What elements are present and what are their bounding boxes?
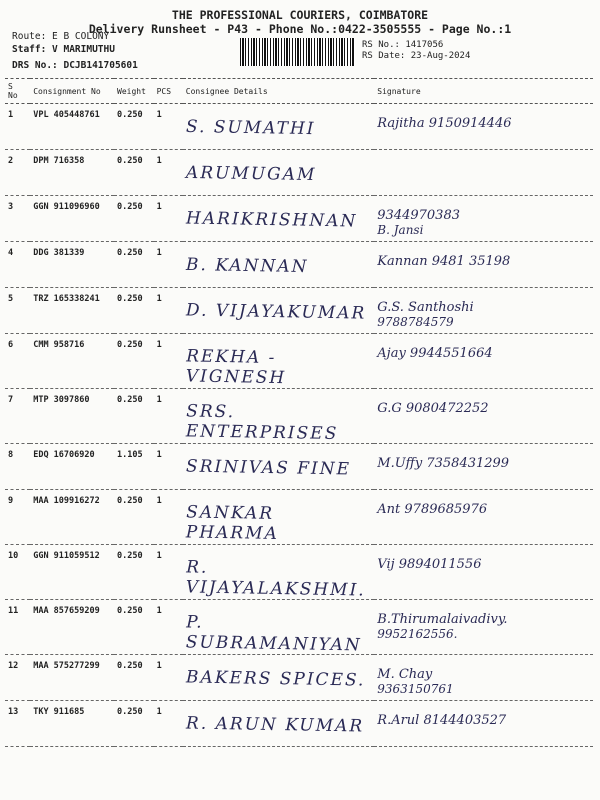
cell-signature bbox=[374, 389, 593, 444]
table-row bbox=[5, 600, 593, 655]
table-body bbox=[5, 104, 593, 747]
cell-consignee bbox=[183, 600, 374, 655]
consignee-handwritten-name: SRS. ENTERPRISES bbox=[185, 401, 339, 445]
cell-sno: 12 bbox=[5, 655, 30, 701]
consignee-handwritten-name: P. SUBRAMANIYAN bbox=[185, 612, 362, 656]
consignee-handwritten-name: S. SUMATHI bbox=[185, 116, 316, 140]
table-row bbox=[5, 288, 593, 334]
cell-signature bbox=[374, 701, 593, 747]
cell-weight: 0.250 bbox=[114, 242, 154, 288]
signature-handwriting: Vij 9894011556 bbox=[377, 557, 482, 572]
cell-pcs: 1 bbox=[154, 701, 183, 747]
cell-sno: 1 bbox=[5, 104, 30, 150]
staff-label: Staff: V MARIMUTHU bbox=[12, 44, 115, 55]
cell-weight: 0.250 bbox=[114, 490, 154, 545]
signature-handwriting: G.G 9080472252 bbox=[377, 401, 489, 416]
cell-consignment-no: MAA 857659209 bbox=[30, 600, 114, 655]
cell-consignee bbox=[183, 655, 374, 701]
cell-weight: 0.250 bbox=[114, 655, 154, 701]
table-row bbox=[5, 545, 593, 600]
col-header-signature: Signature bbox=[374, 79, 593, 104]
cell-pcs: 1 bbox=[154, 490, 183, 545]
table-row bbox=[5, 444, 593, 490]
drs-number: DRS No.: DCJB141705601 bbox=[12, 60, 138, 71]
cell-consignee bbox=[183, 104, 374, 150]
cell-sno: 9 bbox=[5, 490, 30, 545]
cell-pcs: 1 bbox=[154, 196, 183, 242]
cell-sno: 13 bbox=[5, 701, 30, 747]
cell-pcs: 1 bbox=[154, 242, 183, 288]
cell-consignee bbox=[183, 242, 374, 288]
cell-pcs: 1 bbox=[154, 600, 183, 655]
table-row bbox=[5, 389, 593, 444]
cell-consignee bbox=[183, 701, 374, 747]
signature-handwriting-line2: 9952162556. bbox=[377, 627, 458, 641]
cell-sno: 4 bbox=[5, 242, 30, 288]
cell-pcs: 1 bbox=[154, 104, 183, 150]
cell-consignment-no: EDQ 16706920 bbox=[30, 444, 114, 490]
cell-consignment-no: MAA 575277299 bbox=[30, 655, 114, 701]
runsheet-subtitle: Delivery Runsheet - P43 - Phone No.:0422-3505555 - Page No.:1 bbox=[88, 22, 512, 36]
cell-consignment-no: TKY 911685 bbox=[30, 701, 114, 747]
cell-consignment-no: GGN 911059512 bbox=[30, 545, 114, 600]
signature-handwriting: Rajitha 9150914446 bbox=[377, 116, 512, 131]
cell-weight: 0.250 bbox=[114, 701, 154, 747]
cell-sno: 5 bbox=[5, 288, 30, 334]
cell-signature bbox=[374, 150, 593, 196]
consignee-handwritten-name: R. VIJAYALAKSHMI. bbox=[185, 557, 366, 601]
col-header-pcs: PCS bbox=[154, 79, 183, 104]
cell-weight: 1.105 bbox=[114, 444, 154, 490]
cell-consignee bbox=[183, 389, 374, 444]
table-row bbox=[5, 104, 593, 150]
cell-weight: 0.250 bbox=[114, 600, 154, 655]
cell-sno: 8 bbox=[5, 444, 30, 490]
signature-handwriting: B.Thirumalaivadivy. bbox=[377, 612, 508, 627]
cell-consignee bbox=[183, 150, 374, 196]
consignee-handwritten-name: D. VIJAYAKUMAR bbox=[185, 300, 367, 324]
cell-sno: 2 bbox=[5, 150, 30, 196]
signature-handwriting: 9344970383 bbox=[377, 208, 460, 223]
cell-consignment-no: GGN 911096960 bbox=[30, 196, 114, 242]
cell-signature bbox=[374, 334, 593, 389]
cell-weight: 0.250 bbox=[114, 545, 154, 600]
signature-handwriting: Kannan 9481 35198 bbox=[377, 254, 511, 269]
signature-handwriting: M. Chay bbox=[377, 667, 433, 682]
cell-consignee bbox=[183, 490, 374, 545]
table-row bbox=[5, 701, 593, 747]
signature-handwriting-line2: B. Jansi bbox=[377, 223, 424, 237]
cell-signature bbox=[374, 600, 593, 655]
cell-consignment-no: DPM 716358 bbox=[30, 150, 114, 196]
col-header-weight: Weight bbox=[114, 79, 154, 104]
consignee-handwritten-name: R. ARUN KUMAR bbox=[185, 713, 365, 737]
cell-signature bbox=[374, 444, 593, 490]
consignee-handwritten-name: SRINIVAS FINE bbox=[185, 456, 351, 480]
signature-handwriting-line2: 9788784579 bbox=[377, 315, 454, 329]
signature-handwriting: Ajay 9944551664 bbox=[377, 346, 493, 361]
cell-consignee bbox=[183, 288, 374, 334]
table-row bbox=[5, 655, 593, 701]
col-header-consignment: Consignment No bbox=[30, 79, 114, 104]
signature-handwriting-line2: 9363150761 bbox=[377, 682, 454, 696]
cell-consignee bbox=[183, 545, 374, 600]
cell-pcs: 1 bbox=[154, 288, 183, 334]
barcode bbox=[240, 38, 355, 66]
cell-weight: 0.250 bbox=[114, 334, 154, 389]
cell-consignment-no: TRZ 165338241 bbox=[30, 288, 114, 334]
cell-weight: 0.250 bbox=[114, 150, 154, 196]
table-row bbox=[5, 196, 593, 242]
runsheet-table bbox=[5, 78, 593, 747]
cell-signature bbox=[374, 104, 593, 150]
consignee-handwritten-name: ARUMUGAM bbox=[185, 162, 317, 186]
cell-sno: 3 bbox=[5, 196, 30, 242]
cell-signature bbox=[374, 196, 593, 242]
cell-consignment-no: MAA 109916272 bbox=[30, 490, 114, 545]
table-row bbox=[5, 242, 593, 288]
cell-consignment-no: MTP 3097860 bbox=[30, 389, 114, 444]
consignee-handwritten-name: REKHA - VIGNESH bbox=[185, 346, 287, 389]
col-header-sno: S No bbox=[5, 79, 30, 104]
cell-pcs: 1 bbox=[154, 150, 183, 196]
rs-number: RS No.: 1417056 bbox=[362, 40, 444, 50]
cell-sno: 7 bbox=[5, 389, 30, 444]
rs-date: RS Date: 23-Aug-2024 bbox=[362, 51, 471, 61]
cell-pcs: 1 bbox=[154, 389, 183, 444]
cell-consignment-no: VPL 405448761 bbox=[30, 104, 114, 150]
company-title: THE PROFESSIONAL COURIERS, COIMBATORE bbox=[171, 8, 429, 22]
col-header-consignee: Consignee Details bbox=[183, 79, 374, 104]
cell-consignee bbox=[183, 196, 374, 242]
consignee-handwritten-name: HARIKRISHNAN bbox=[185, 208, 358, 232]
cell-signature bbox=[374, 545, 593, 600]
cell-sno: 10 bbox=[5, 545, 30, 600]
cell-weight: 0.250 bbox=[114, 104, 154, 150]
cell-sno: 6 bbox=[5, 334, 30, 389]
cell-weight: 0.250 bbox=[114, 389, 154, 444]
signature-handwriting: M.Uffy 7358431299 bbox=[377, 456, 510, 471]
cell-pcs: 1 bbox=[154, 655, 183, 701]
cell-signature bbox=[374, 655, 593, 701]
signature-handwriting: R.Arul 8144403527 bbox=[377, 713, 507, 728]
table-row bbox=[5, 490, 593, 545]
table-row bbox=[5, 334, 593, 389]
table-header-row bbox=[5, 79, 593, 104]
table-row bbox=[5, 150, 593, 196]
consignee-handwritten-name: SANKAR PHARMA bbox=[185, 502, 279, 545]
consignee-handwritten-name: BAKERS SPICES. bbox=[185, 667, 366, 691]
cell-signature bbox=[374, 490, 593, 545]
cell-signature bbox=[374, 242, 593, 288]
signature-handwriting: G.S. Santhoshi bbox=[377, 300, 474, 315]
consignee-handwritten-name: B. KANNAN bbox=[185, 254, 309, 278]
cell-consignee bbox=[183, 444, 374, 490]
cell-weight: 0.250 bbox=[114, 196, 154, 242]
cell-signature bbox=[374, 288, 593, 334]
cell-weight: 0.250 bbox=[114, 288, 154, 334]
signature-handwriting: Ant 9789685976 bbox=[377, 502, 488, 517]
cell-pcs: 1 bbox=[154, 334, 183, 389]
cell-pcs: 1 bbox=[154, 545, 183, 600]
route-label: Route: E B COLONY bbox=[12, 31, 110, 42]
cell-consignment-no: DDG 381339 bbox=[30, 242, 114, 288]
cell-consignee bbox=[183, 334, 374, 389]
cell-sno: 11 bbox=[5, 600, 30, 655]
cell-consignment-no: CMM 958716 bbox=[30, 334, 114, 389]
cell-pcs: 1 bbox=[154, 444, 183, 490]
